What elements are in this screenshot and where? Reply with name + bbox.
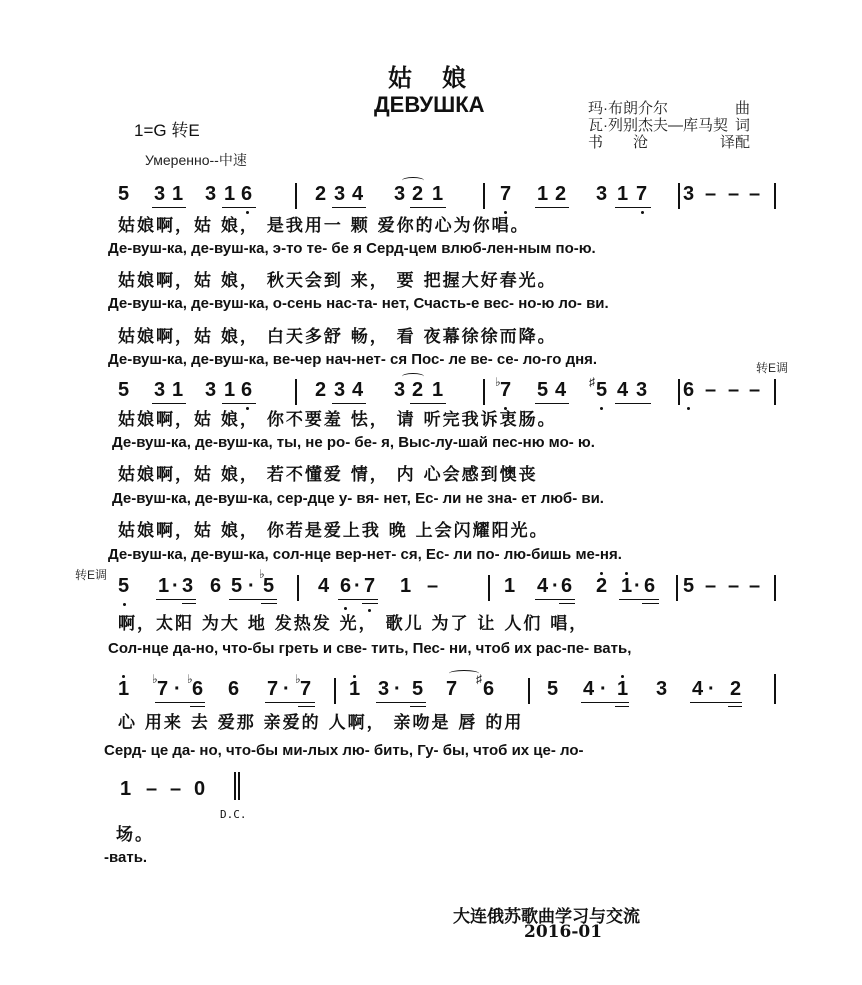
bar-line — [774, 674, 776, 704]
bar-line — [678, 379, 680, 405]
flat-sign: ♭ — [495, 375, 501, 389]
note: – — [170, 778, 182, 800]
note: 4 — [555, 379, 567, 401]
note: – — [705, 575, 717, 597]
note: 3 — [334, 379, 346, 401]
note: 3 — [154, 183, 166, 205]
note: – — [728, 183, 740, 205]
note: 3 — [182, 575, 194, 597]
note: 4 — [352, 183, 364, 205]
note: 6 — [241, 183, 253, 205]
note: 1 — [349, 678, 361, 700]
song-title-russian: ДЕВУШКА — [374, 92, 485, 117]
note: – — [749, 183, 761, 205]
note: 7 — [636, 183, 648, 205]
note: 2 — [596, 575, 608, 597]
note: 1 — [172, 183, 184, 205]
bar-line — [295, 379, 297, 405]
note: · — [708, 678, 715, 700]
note: 3 — [154, 379, 166, 401]
notation-system-3 — [0, 567, 862, 611]
bar-line — [334, 678, 336, 704]
note: – — [427, 575, 439, 597]
note: 3 — [394, 379, 406, 401]
lyric-ru-2-2: Де-вуш-ка, де-вуш-ка, сер-дце у- вя- нет, Ес- ли не зна- ет люб- ви. — [112, 490, 604, 507]
note: 1 — [120, 778, 132, 800]
note: 0 — [194, 778, 206, 800]
note: 1 — [537, 183, 549, 205]
note: 1 — [621, 575, 633, 597]
note: 4 — [692, 678, 704, 700]
bar-line — [488, 575, 490, 601]
note: 6 — [340, 575, 352, 597]
note: 3 — [683, 183, 695, 205]
lyric-ru-1-2: Де-вуш-ка, де-вуш-ка, о-сень нас-та- нет, Счасть-е вес- но-ю ло- ви. — [108, 295, 609, 312]
note: – — [749, 575, 761, 597]
flat-sign: ♭ — [259, 567, 265, 581]
note: 3 — [596, 183, 608, 205]
note: 5 — [547, 678, 559, 700]
credit-name: 玛·布朗介尔 — [588, 100, 668, 117]
note: 6 — [483, 678, 495, 700]
bar-line — [483, 183, 485, 209]
note: 3 — [636, 379, 648, 401]
note: 5 — [263, 575, 275, 597]
bar-line — [676, 575, 678, 601]
tempo-marking: Умеренно--中速 — [145, 152, 247, 168]
note: – — [705, 379, 717, 401]
note: · — [552, 575, 559, 597]
lyric-cn-4: 心 用来 去 爱那 亲爱的 人啊， 亲吻是 唇 的用 — [118, 713, 524, 733]
lyric-ru-2-3: Де-вуш-ка, де-вуш-ка, сол-нце вер-нет- ся, Ес- ли по- лю-бишь ме-ня. — [108, 546, 622, 563]
lyric-ru-2-1: Де-вуш-ка, де-вуш-ка, ты, не ро- бе- я, Выс-лу-шай пес-ню мо- ю. — [112, 434, 595, 451]
note: 2 — [412, 379, 424, 401]
bar-line — [483, 379, 485, 405]
lyric-ru-1-3: Де-вуш-ка, де-вуш-ка, ве-чер нач-нет- ся Пос- ле ве- се- ло-го дня. — [108, 351, 598, 368]
note: 1 — [158, 575, 170, 597]
note: 2 — [315, 183, 327, 205]
da-capo-mark: D.C. — [220, 808, 247, 821]
credit-composer — [588, 100, 750, 117]
note: · — [600, 678, 607, 700]
note: 6 — [192, 678, 204, 700]
note: · — [248, 575, 255, 597]
note: 4 — [617, 379, 629, 401]
final-bar-line — [234, 772, 236, 800]
note: 1 — [432, 379, 444, 401]
lyric-cn-2-1: 姑娘啊，姑 娘， 你不要羞 怯， 请 听完我诉衷肠。 — [118, 410, 557, 430]
footer-date: 2016-01 — [524, 922, 603, 942]
note: 5 — [596, 379, 608, 401]
bar-line — [774, 379, 776, 405]
credit-role: 曲 — [734, 100, 750, 117]
note: 6 — [644, 575, 656, 597]
note: 6 — [210, 575, 222, 597]
note: 1 — [224, 183, 236, 205]
note: 2 — [315, 379, 327, 401]
note: · — [354, 575, 361, 597]
note: 7 — [157, 678, 169, 700]
lyric-ru-1-1: Де-вуш-ка, де-вуш-ка, э-то те- бе я Серд-цем влюб-лен-ным по-ю. — [108, 240, 596, 257]
note: · — [394, 678, 401, 700]
note: · — [172, 575, 179, 597]
note: · — [174, 678, 181, 700]
note: 2 — [555, 183, 567, 205]
note: 6 — [561, 575, 573, 597]
note: 3 — [334, 183, 346, 205]
lyric-ru-4: Серд- це да- но, что-бы ми-лых лю- бить, Гу- бы, чтоб их це- ло- — [104, 742, 584, 759]
flat-sign: ♭ — [187, 672, 193, 686]
note: 7 — [446, 678, 458, 700]
note: 7 — [500, 379, 512, 401]
note: 4 — [318, 575, 330, 597]
lyric-cn-1-2: 姑娘啊，姑 娘， 秋天会到 来， 要 把握大好春光。 — [118, 271, 557, 291]
note: – — [705, 183, 717, 205]
credits — [588, 100, 750, 151]
note: 3 — [394, 183, 406, 205]
sharp-sign: ♯ — [476, 672, 482, 686]
note: 3 — [205, 379, 217, 401]
credit-role: 词 — [734, 117, 750, 134]
lyric-cn-2-2: 姑娘啊，姑 娘， 若不懂爱 情， 内 心会感到懊丧 — [118, 465, 538, 485]
lyric-ru-5: -вать. — [104, 849, 148, 866]
note: 1 — [432, 183, 444, 205]
note: · — [634, 575, 641, 597]
note: 5 — [683, 575, 695, 597]
note: – — [728, 575, 740, 597]
note: 4 — [537, 575, 549, 597]
note: 4 — [352, 379, 364, 401]
note: – — [146, 778, 158, 800]
bar-line — [678, 183, 680, 209]
sharp-sign: ♯ — [589, 375, 595, 389]
note: 1 — [172, 379, 184, 401]
bar-line — [295, 183, 297, 209]
note: 3 — [205, 183, 217, 205]
footer-source: 大连俄苏歌曲学习与交流 — [453, 907, 640, 927]
note: 7 — [364, 575, 376, 597]
lyric-cn-5: 场。 — [116, 825, 154, 845]
note: · — [283, 678, 290, 700]
note: 7 — [267, 678, 279, 700]
credit-name: 书 沧 — [588, 134, 649, 151]
note: 6 — [241, 379, 253, 401]
lyric-cn-3: 啊，太阳 为大 地 发热发 光， 歌儿 为了 让 人们 唱， — [118, 614, 589, 634]
bar-line — [774, 575, 776, 601]
flat-sign: ♭ — [295, 672, 301, 686]
notation-system-5 — [0, 778, 862, 814]
note: 5 — [412, 678, 424, 700]
note: 4 — [583, 678, 595, 700]
modulation-mark: 转E调 — [75, 568, 108, 582]
bar-line — [774, 183, 776, 209]
modulation-mark: 转E调 — [756, 361, 789, 375]
song-title-chinese: 姑娘 — [388, 63, 496, 92]
note: 1 — [617, 678, 629, 700]
note: 5 — [118, 183, 130, 205]
note: 6 — [683, 379, 695, 401]
note: 1 — [400, 575, 412, 597]
note: – — [749, 379, 761, 401]
note: 1 — [224, 379, 236, 401]
credit-lyricist — [588, 117, 750, 134]
key-signature: 1=G 转E — [134, 121, 200, 140]
note: 5 — [118, 379, 130, 401]
note: 5 — [231, 575, 243, 597]
final-bar-line — [238, 772, 240, 800]
note: 1 — [504, 575, 516, 597]
note: 7 — [500, 183, 512, 205]
lyric-cn-2-3: 姑娘啊，姑 娘， 你若是爱上我 晚 上会闪耀阳光。 — [118, 521, 549, 541]
bar-line — [528, 678, 530, 704]
note: 7 — [300, 678, 312, 700]
note: 6 — [228, 678, 240, 700]
lyric-cn-1-1: 姑娘啊，姑 娘， 是我用一 颗 爱你的心为你唱。 — [118, 216, 530, 236]
note: 2 — [730, 678, 742, 700]
flat-sign: ♭ — [152, 672, 158, 686]
bar-line — [297, 575, 299, 601]
credit-translator — [588, 134, 750, 151]
note: 1 — [118, 678, 130, 700]
credit-role: 译配 — [719, 134, 750, 151]
note: 5 — [537, 379, 549, 401]
credit-name: 瓦·列别杰夫—库马契 — [588, 117, 728, 134]
note: 1 — [617, 183, 629, 205]
note: 3 — [656, 678, 668, 700]
note: 2 — [412, 183, 424, 205]
note: 3 — [378, 678, 390, 700]
lyric-cn-1-3: 姑娘啊，姑 娘， 白天多舒 畅， 看 夜幕徐徐而降。 — [118, 327, 557, 347]
lyric-ru-3: Сол-нце да-но, что-бы греть и све- тить, Пес- ни, чтоб их рас-пе- вать, — [108, 640, 632, 657]
note: – — [728, 379, 740, 401]
note: 5 — [118, 575, 130, 597]
